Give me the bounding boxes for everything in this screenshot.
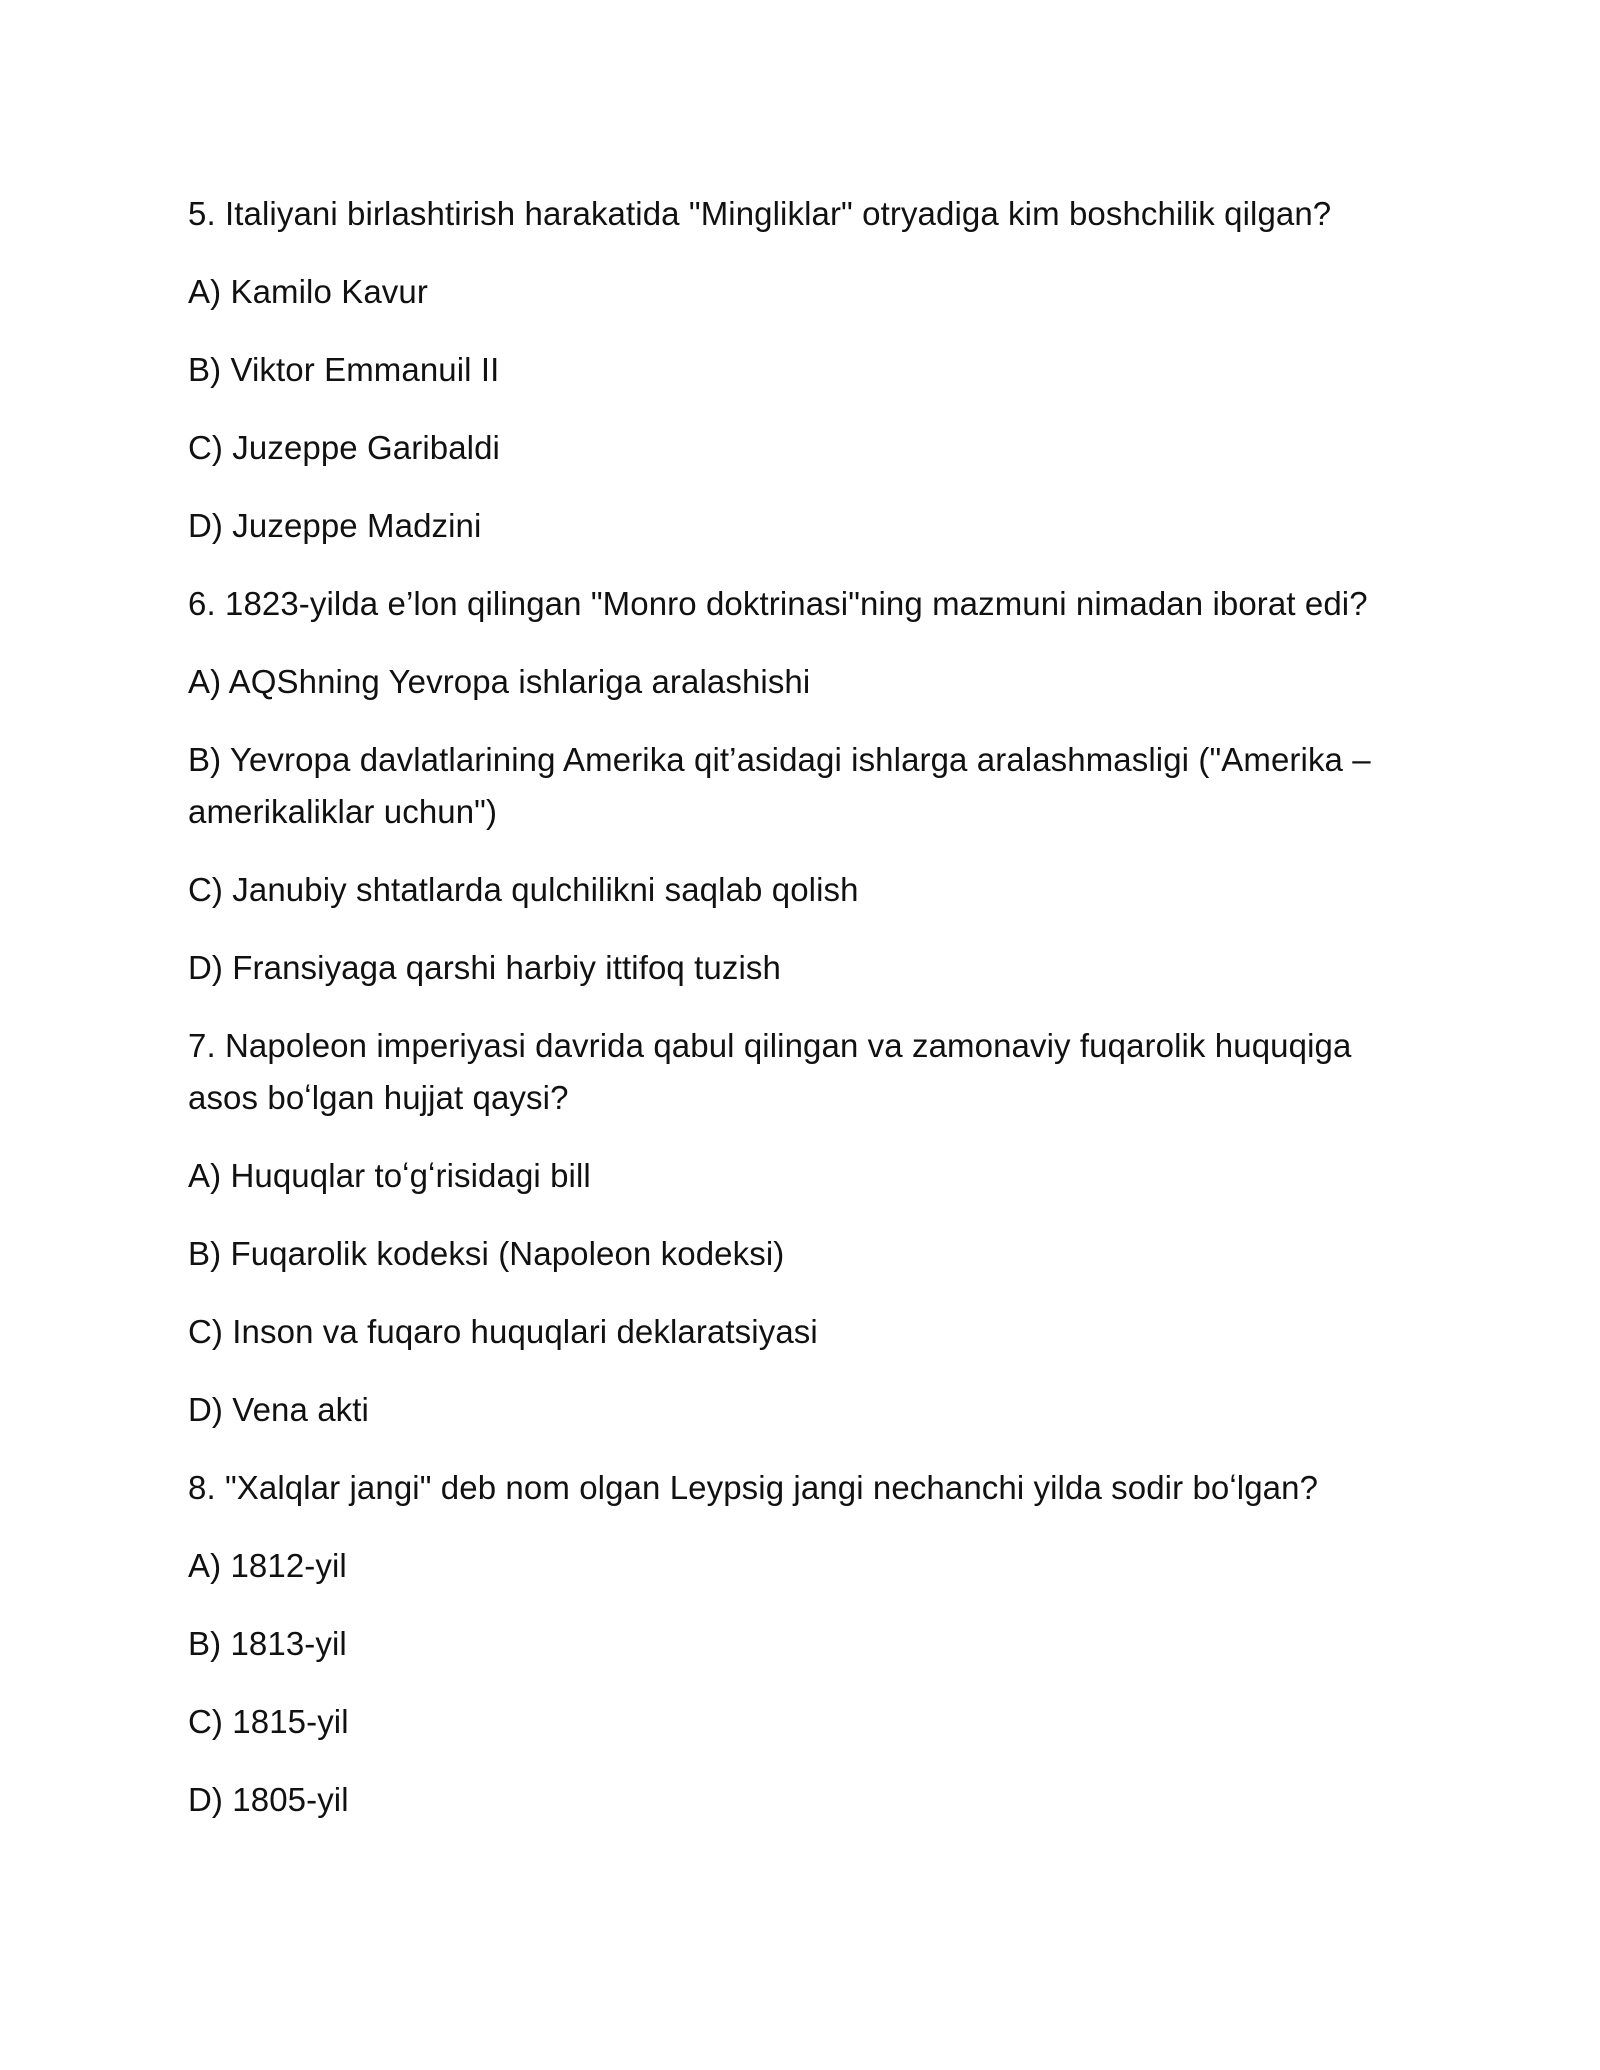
question-6-option-b: B) Yevropa davlatlarining Amerika qit’asidagi ishlarga aralashmasligi ("Amerika – amerikaliklar uchun") <box>188 741 1371 830</box>
question-8-option-d: D) 1805-yil <box>188 1781 349 1818</box>
question-8-option-c: C) 1815-yil <box>188 1703 349 1740</box>
question-7-option-c: C) Inson va fuqaro huquqlari deklaratsiyasi <box>188 1313 818 1350</box>
question-6-option-a: A) AQShning Yevropa ishlariga aralashishi <box>188 663 811 700</box>
question-7-option-d: D) Vena akti <box>188 1391 369 1428</box>
question-8-option-b: B) 1813-yil <box>188 1625 347 1662</box>
question-6-option-c: C) Janubiy shtatlarda qulchilikni saqlab qolish <box>188 871 859 908</box>
question-8-option-a: A) 1812-yil <box>188 1547 347 1584</box>
question-5-option-b: B) Viktor Emmanuil II <box>188 351 500 388</box>
question-list <box>188 188 1418 1852</box>
question-5-text: 5. Italiyani birlashtirish harakatida "Mingliklar" otryadiga kim boshchilik qilgan? <box>188 195 1332 232</box>
question-5-option-c: C) Juzeppe Garibaldi <box>188 429 500 466</box>
question-5-option-d: D) Juzeppe Madzini <box>188 507 482 544</box>
question-7-option-b: B) Fuqarolik kodeksi (Napoleon kodeksi) <box>188 1235 785 1272</box>
question-8-text: 8. "Xalqlar jangi" deb nom olgan Leypsig jangi nechanchi yilda sodir boʻlgan? <box>188 1469 1319 1506</box>
question-7-text: 7. Napoleon imperiyasi davrida qabul qilingan va zamonaviy fuqarolik huquqiga asos boʻlgan hujjat qaysi? <box>188 1027 1352 1116</box>
question-6-option-d: D) Fransiyaga qarshi harbiy ittifoq tuzish <box>188 949 781 986</box>
question-7-option-a: A) Huquqlar toʻgʻrisidagi bill <box>188 1157 591 1194</box>
question-6-text: 6. 1823-yilda e’lon qilingan "Monro doktrinasi"ning mazmuni nimadan iborat edi? <box>188 585 1368 622</box>
question-5-option-a: A) Kamilo Kavur <box>188 273 428 310</box>
